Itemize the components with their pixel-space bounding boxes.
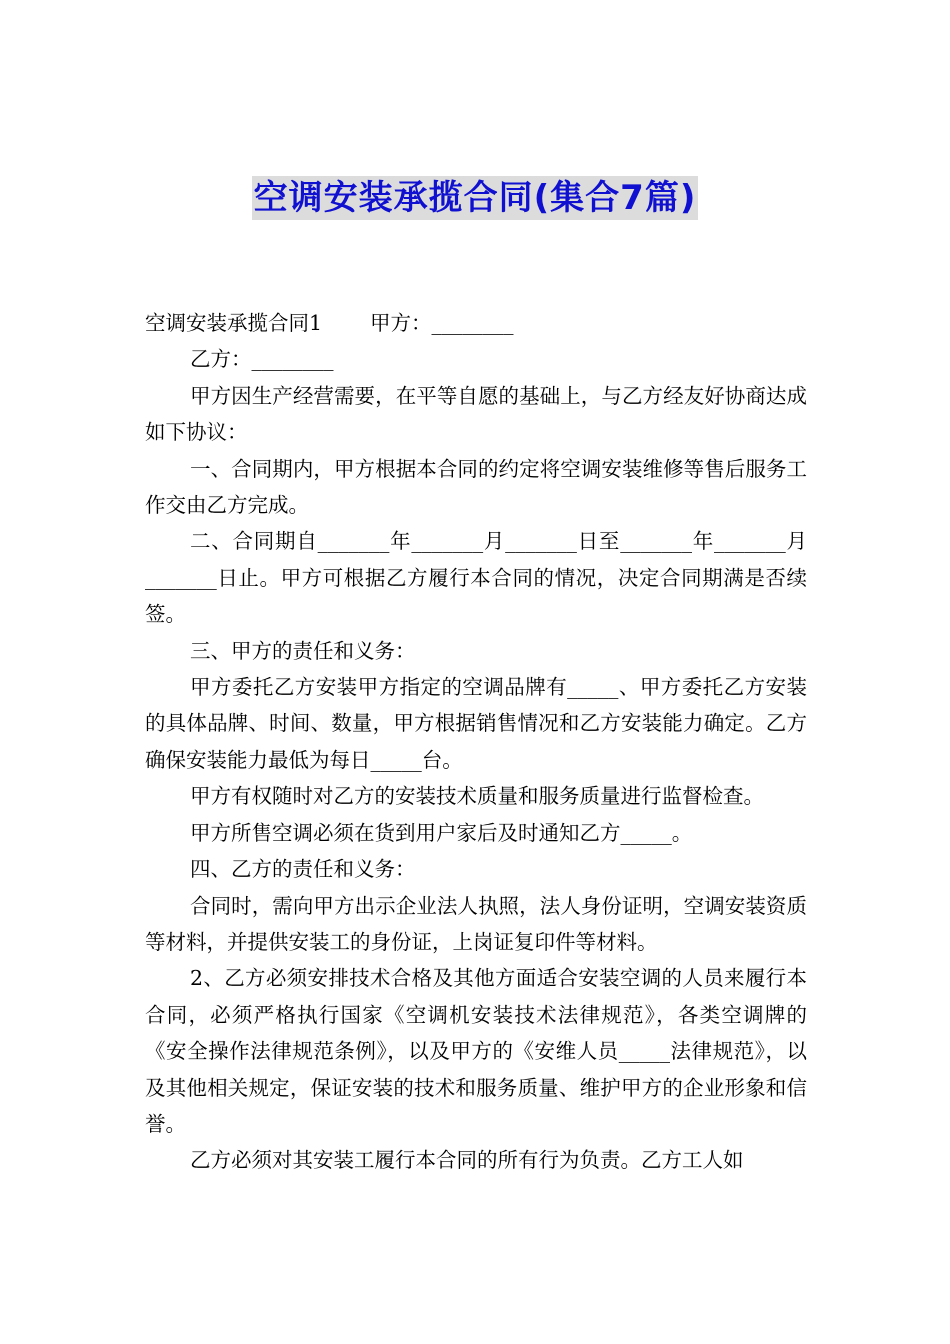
paragraph-clause-4-heading: 四、乙方的责任和义务： — [190, 857, 416, 882]
paragraph-clause-4-a: 合同时，需向甲方出示企业法人执照，法人身份证明，空调安装资质等材料，并提供安装工的身份证，上岗证复印件等材料。 — [145, 893, 807, 954]
paragraph-intro: 甲方因生产经营需要，在平等自愿的基础上，与乙方经友好协商达成如下协议： — [145, 383, 807, 445]
paragraph-clause-3-heading: 三、甲方的责任和义务： — [190, 638, 416, 663]
paragraph-clause-4-c: 乙方必须对其安装工履行本合同的所有行为负责。乙方工人如 — [190, 1148, 744, 1173]
paragraph-clause-3-c: 甲方所售空调必须在货到用户家后及时通知乙方_____。 — [190, 820, 693, 845]
paragraph-clause-4-b: 2、乙方必须安排技术合格及其他方面适合安装空调的人员来履行本合同，必须严格执行国家《空调机安装技术法律规范》，各类空调牌的《安全操作法律规范条例》，以及甲方的《安维人员_____法律规范》，以及其他相关规定，保证安装的技术和服务质量、维护甲方的企业形象和信誉。 — [145, 966, 807, 1136]
title-wrap — [0, 176, 950, 220]
document-body — [145, 305, 807, 1179]
paragraph-clause-1: 一、合同期内，甲方根据本合同的约定将空调安装维修等售后服务工作交由乙方完成。 — [145, 456, 807, 518]
party-a-field: 甲方：________ — [370, 311, 514, 335]
document-title: 空调安装承揽合同(集合7篇) — [253, 178, 697, 218]
contract-heading: 空调安装承揽合同1 — [145, 311, 323, 335]
paragraph-party-b: 乙方：________ — [190, 347, 334, 372]
paragraph-clause-3-a: 甲方委托乙方安装甲方指定的空调品牌有_____、甲方委托乙方安装的具体品牌、时间、数量，甲方根据销售情况和乙方安装能力确定。乙方确保安装能力最低为每日_____台。 — [145, 675, 807, 772]
paragraph-clause-2: 二、合同期自_______年_______月_______日至_______年_______月_______日止。甲方可根据乙方履行本合同的情况，决定合同期满是否续签。 — [145, 529, 807, 627]
paragraph-clause-3-b: 甲方有权随时对乙方的安装技术质量和服务质量进行监督检查。 — [190, 784, 764, 809]
contract-heading-line — [145, 305, 807, 341]
